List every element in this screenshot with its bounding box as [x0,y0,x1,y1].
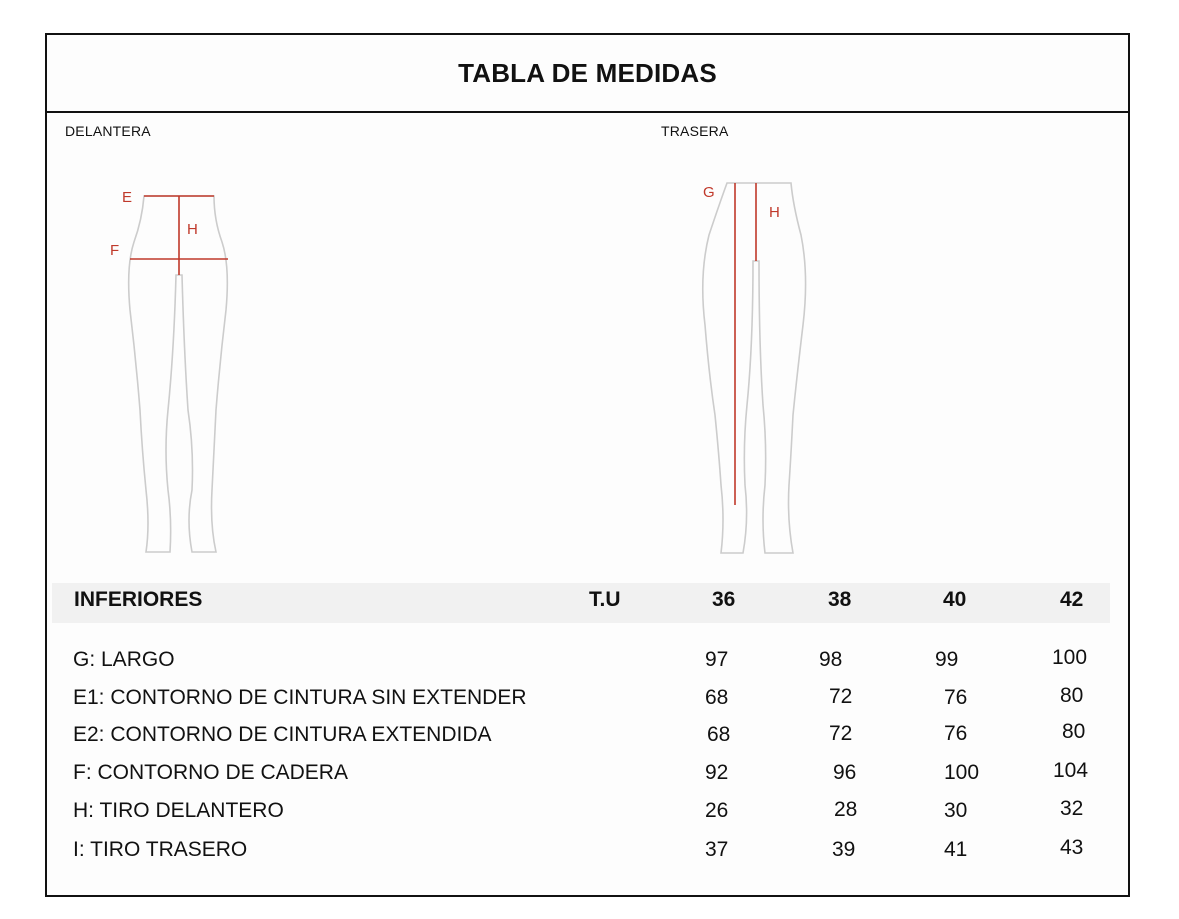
row-value: 96 [833,761,857,784]
row-value: 76 [944,686,968,709]
row-value: 104 [1053,759,1089,782]
front-view-label: DELANTERA [65,123,151,139]
row-value: 28 [834,798,858,821]
header-label: INFERIORES [74,588,203,611]
row-value: 80 [1062,720,1086,743]
header-size-38: 38 [828,588,852,611]
back-leggings-outline [703,183,806,553]
row-label: E2: CONTORNO DE CINTURA EXTENDIDA [73,723,492,746]
page-title: TABLA DE MEDIDAS [458,57,717,88]
row-value: 72 [829,685,853,708]
row-value: 100 [944,761,980,784]
row-value: 37 [705,838,729,861]
row-value: 32 [1060,797,1084,820]
marker-g: G [703,184,715,201]
row-value: 43 [1060,836,1084,859]
row-value: 68 [707,723,731,746]
row-label: G: LARGO [73,648,175,671]
row-value: 98 [819,648,843,671]
marker-h-front: H [187,221,198,238]
row-value: 39 [832,838,856,861]
title-bar [47,35,1128,113]
back-leggings-illustration [687,175,827,560]
size-chart [45,33,1130,897]
row-label: F: CONTORNO DE CADERA [73,761,348,784]
row-value: 26 [705,799,729,822]
back-view-label: TRASERA [661,123,729,139]
row-value: 80 [1060,684,1084,707]
row-value: 100 [1052,646,1088,669]
row-value: 68 [705,686,729,709]
row-value: 76 [944,722,968,745]
row-label: E1: CONTORNO DE CINTURA SIN EXTENDER [73,686,527,709]
header-size-40: 40 [943,588,967,611]
marker-h-back: H [769,204,780,221]
row-label: I: TIRO TRASERO [73,838,248,861]
header-size-42: 42 [1060,588,1084,611]
row-value: 30 [944,799,968,822]
front-leggings-illustration [102,180,242,560]
table-header-row [52,583,1110,623]
header-tu: T.U [589,588,621,611]
row-value: 72 [829,722,853,745]
front-leggings-outline [129,196,228,552]
row-value: 41 [944,838,968,861]
row-value: 92 [705,761,729,784]
row-value: 99 [935,648,959,671]
row-value: 97 [705,648,729,671]
header-size-36: 36 [712,588,736,611]
marker-f: F [110,242,120,259]
marker-e: E [122,189,133,206]
row-label: H: TIRO DELANTERO [73,799,284,822]
